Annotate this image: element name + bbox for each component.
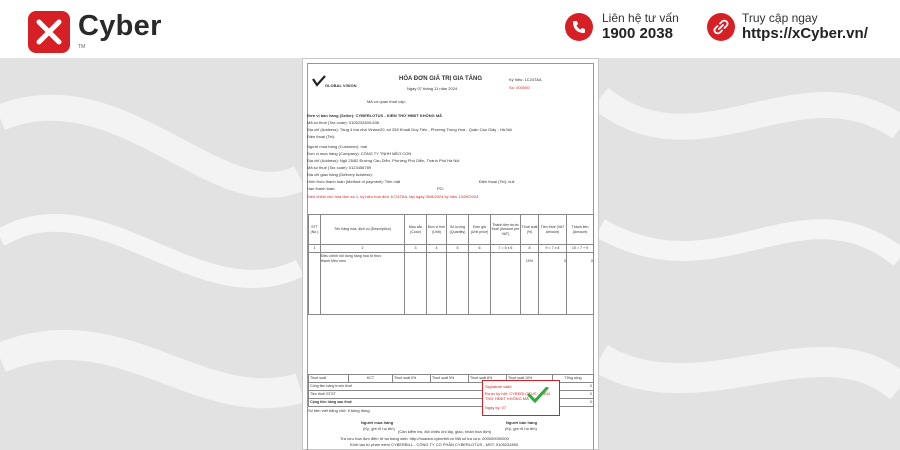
row-no <box>309 253 321 315</box>
check-icon <box>527 387 549 403</box>
link-icon <box>707 13 735 41</box>
cyber-logo-icon <box>28 11 70 53</box>
items-index-row <box>309 245 594 253</box>
payment-term: Hạn thanh toán: <box>307 186 336 191</box>
row-vat-rate: 10% <box>521 253 539 315</box>
summary-cell: Thuế suất 5% <box>431 375 469 383</box>
col-header-no: STT (No.) <box>309 215 321 245</box>
web-url[interactable]: https://xCyber.vn/ <box>742 25 868 42</box>
index-cell: 10 = 7 + 9 <box>567 245 594 253</box>
index-cell: 6 <box>469 245 491 253</box>
row-description-line: Điều chỉnh nội dung hàng hóa từ thực <box>321 254 382 258</box>
footer-note: (Cần kiểm tra, đối chiếu khi lập, giao, nhận hóa đơn) <box>398 429 492 434</box>
payment-method: Hình thức thanh toán (Method of payment): Tiền mặt <box>307 179 401 184</box>
items-table <box>308 214 594 315</box>
col-header-vat-rate: Thuế suất (%) <box>521 215 539 245</box>
col-header-amount: Thành tiền (Amount) <box>567 215 594 245</box>
amount-in-words: Số tiền viết bằng chữ: Không đồng <box>308 408 370 413</box>
index-cell: 1 <box>309 245 321 253</box>
summary-cell: Thuế suất 8% <box>469 375 507 383</box>
summary-total-label: Cộng tiền hàng sau thuế <box>309 399 553 407</box>
hotline-label: Liên hệ tư vấn <box>602 11 679 25</box>
summary-cell: Tổng cộng <box>553 375 594 383</box>
invoice-number: Số: 000000 <box>509 85 530 90</box>
buyer-phone: Điện thoại (Tel): null <box>479 179 515 184</box>
phone-icon <box>565 13 593 41</box>
footer-provider: Khởi tạo từ phần mềm CYBERBILL - CÔNG TY CỔ PHẦN CYBERLOTUS - MST: 0105232800 <box>350 442 519 447</box>
col-header-vat-amount: Tiền thuế (VAT Amount) <box>539 215 567 245</box>
web-label: Truy cập ngay <box>742 11 818 25</box>
signature-valid-text: Signature valid <box>485 384 512 389</box>
seller-address: Địa chỉ (Address): Tầng 4 tòa nhà Vinaxe20, số 259 Khuất Duy Tiến - Phường Trung Hoà - Quận Cầu Giấy - Hà Nội <box>307 127 513 132</box>
index-cell: 8 <box>521 245 539 253</box>
summary-cell: Thuế suất 0% <box>393 375 431 383</box>
seller-sign-title: Người bán hàng <box>506 420 538 425</box>
summary-total-value: 0 <box>553 399 594 407</box>
summary-cell: KCT <box>349 375 393 383</box>
summary-vat-value: 0 <box>553 391 594 399</box>
row-unit-price <box>469 253 491 315</box>
row-amount-pre-vat <box>491 253 521 315</box>
hotline-number[interactable]: 1900 2038 <box>602 25 673 42</box>
col-header-description: Tên hàng hóa, dịch vụ (Description) <box>321 215 405 245</box>
global-vision-logo-icon <box>312 75 326 87</box>
row-vat-amount: 0 <box>539 253 567 315</box>
brand-name: Cyber <box>78 10 162 42</box>
tax-authority-code: Mã cơ quan thuế cấp: <box>367 99 406 104</box>
col-header-quantity: Số lượng (Quantity) <box>447 215 469 245</box>
index-cell: 5 <box>447 245 469 253</box>
adjustment-note: Điều chỉnh cho hóa đơn số 1, ký hiệu hóa đơn 1C24TAA, lập ngày 30/8/2024 ký hiệu 13/09/2024 <box>307 194 479 199</box>
index-cell: 7 = 5 x 6 <box>491 245 521 253</box>
signature-stamp <box>482 380 560 416</box>
summary-pre-vat-label: Cộng tiền hàng trước thuế <box>309 383 553 391</box>
signature-date: Ngày ký: 07 <box>485 405 507 410</box>
table-row <box>309 253 594 315</box>
site-header <box>0 0 900 58</box>
col-header-unit: Đơn vị tính (Unit) <box>427 215 447 245</box>
invoice-title: HÓA ĐƠN GIÁ TRỊ GIA TĂNG <box>399 76 483 82</box>
col-header-unit-price: Đơn giá (Unit price) <box>469 215 491 245</box>
index-cell: 9 = 7 x 8 <box>539 245 567 253</box>
col-header-amount-pre-vat: Thành tiền trước thuế (Amount pre VAT) <box>491 215 521 245</box>
summary-cell: Thuế suất <box>309 375 349 383</box>
signature-signer: Được ký bởi: CYBERLOTUS - KIỂM THỬ HĐĐT KHÔNG MÃ <box>485 391 550 401</box>
invoice-symbol: Ký hiệu: 1C24TAA <box>509 77 542 82</box>
seller-tax-code: Mã số thuế (Tax code): 0105232800-636 <box>307 120 380 125</box>
row-color <box>405 253 427 315</box>
seller-name: Đơn vị bán hàng (Seller): CYBERLOTUS - KIỂM THỬ HĐĐT KHÔNG MÃ <box>307 113 443 118</box>
seller-phone: Điện thoại (Tel): <box>307 134 336 139</box>
buyer-name: Người mua hàng (Customer): mai <box>307 144 367 149</box>
company-logo-text: GLOBAL VISION <box>325 83 357 88</box>
brand-trademark: TM <box>78 44 86 50</box>
buyer-sign-hint: (Ký, ghi rõ họ tên) <box>363 426 395 431</box>
buyer-address: Địa chỉ (Address): Ngõ 25/82 Đường Cầu Diễn, Phường Phú Diễn, Thành Phố Hà Nội <box>307 158 460 163</box>
index-cell: 3 <box>405 245 427 253</box>
footer-lookup: Tra cứu hóa đơn điện tử tại trang web: http://hoadon.cyberbill.vn Mã số tra cứu: 000000000000 <box>340 436 509 441</box>
index-cell: 2 <box>321 245 405 253</box>
row-description-line: thành Mèo meo <box>321 258 346 263</box>
invoice-date: Ngày 07 tháng 11 năm 2024 <box>407 86 458 91</box>
buyer-sign-title: Người mua hàng <box>361 420 394 425</box>
index-cell: 4 <box>427 245 447 253</box>
summary-pre-vat-value: 0 <box>553 383 594 391</box>
row-unit <box>427 253 447 315</box>
summary-vat-label: Tiền thuế GTGT <box>309 391 553 399</box>
items-header-row <box>309 215 594 245</box>
po-number: PO: <box>437 186 444 191</box>
summary-cell: Thuế suất 10% <box>507 375 553 383</box>
row-amount: 0 <box>567 253 594 315</box>
delivery-address: Địa chỉ giao hàng (Delivery Address): <box>307 172 373 177</box>
seller-sign-hint: (Ký, ghi rõ họ tên) <box>505 426 537 431</box>
buyer-tax-code: Mã số thuế (Tax code): 0123456789 <box>307 165 372 170</box>
buyer-company: Đơn vị mua hàng (Company): CÔNG TY TNHH MÈO CON <box>307 151 412 156</box>
row-description <box>321 253 405 315</box>
col-header-color: Màu sắc (Color) <box>405 215 427 245</box>
row-quantity <box>447 253 469 315</box>
